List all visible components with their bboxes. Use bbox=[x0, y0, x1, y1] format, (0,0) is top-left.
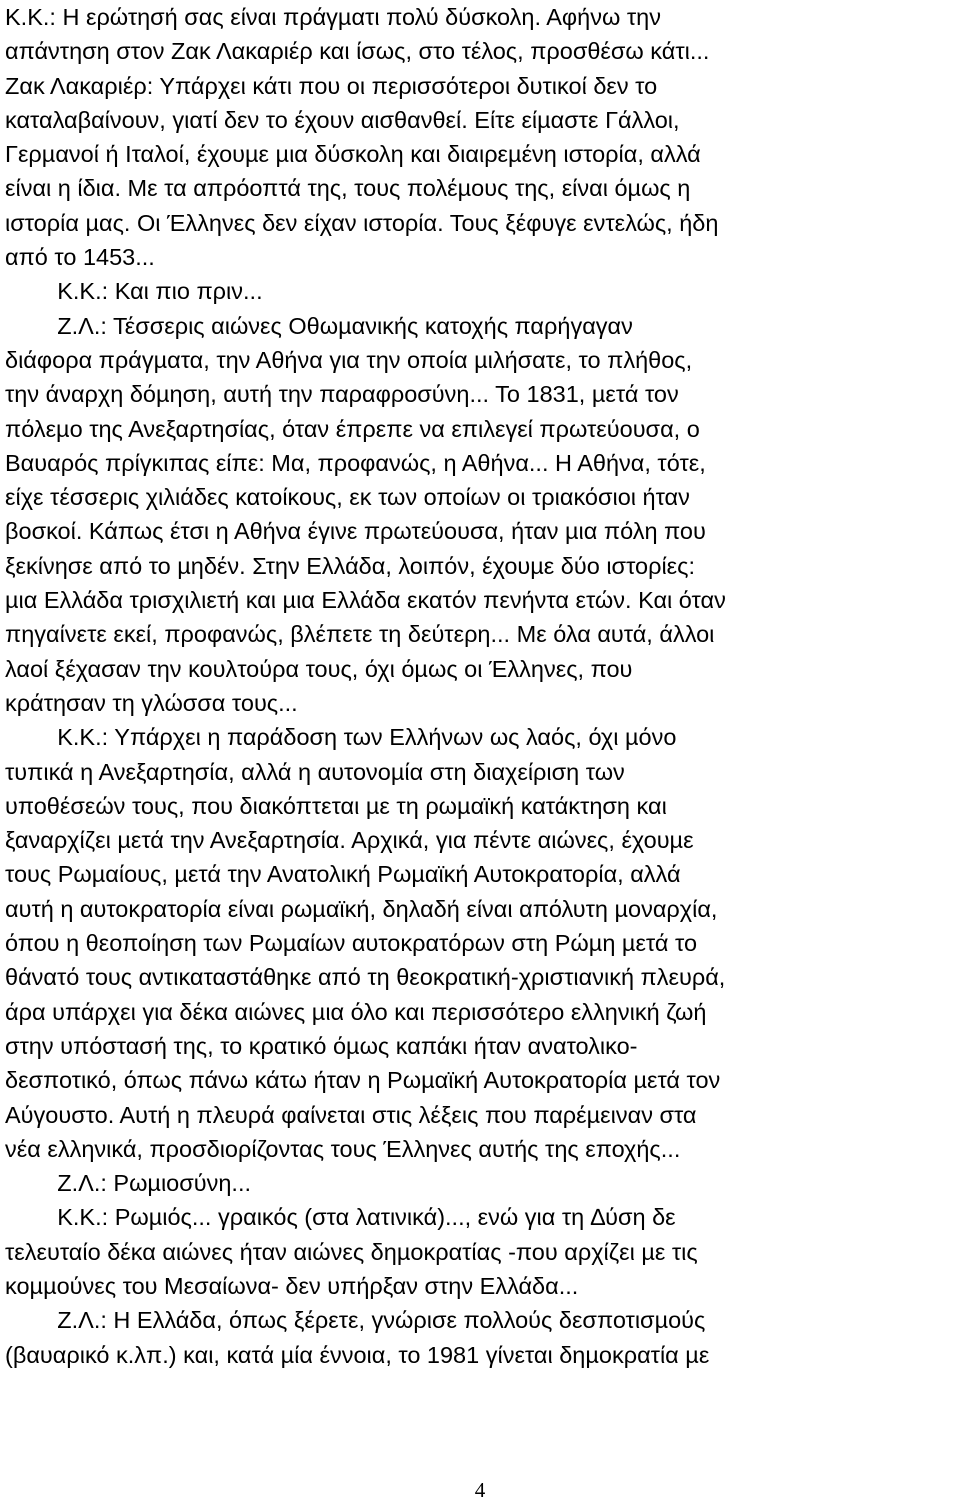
text-line: καταλαβαίνουν, γιατί δεν το έχουν αισθανθεί. Είτε είµαστε Γάλλοι, bbox=[5, 106, 680, 133]
text-line: είχε τέσσερις χιλιάδες κατοίκους, εκ των οποίων οι τριακόσιοι ήταν bbox=[5, 484, 690, 511]
text-line: (βαυαρικό κ.λπ.) και, κατά µία έννοια, το 1981 γίνεται δηµοκρατία µε bbox=[5, 1341, 710, 1368]
text-line: ιστορία µας. Οι Έλληνες δεν είχαν ιστορία. Τους ξέφυγε εντελώς, ήδη bbox=[5, 209, 719, 236]
text-line: τελευταίο δέκα αιώνες ήταν αιώνες δηµοκρατίας -που αρχίζει µε τις bbox=[5, 1238, 698, 1265]
text-line: Κ.Κ.: Υπάρχει η παράδοση των Ελλήνων ως λαός, όχι µόνο bbox=[5, 724, 677, 751]
text-line: µια Ελλάδα τρισχιλιετή και µια Ελλάδα εκατόν πενήντα ετών. Και όταν bbox=[5, 587, 726, 614]
text-line: Γερµανοί ή Ιταλοί, έχουµε µια δύσκολη και διαιρεµένη ιστορία, αλλά bbox=[5, 141, 701, 168]
text-line: πηγαίνετε εκεί, προφανώς, βλέπετε τη δεύτερη... Με όλα αυτά, άλλοι bbox=[5, 621, 715, 648]
text-line: τους Ρωµαίους, µετά την Ανατολική Ρωµαϊκή Αυτοκρατορία, αλλά bbox=[5, 861, 681, 888]
text-line: υποθέσεών τους, που διακόπτεται µε τη ρωµαϊκή κατάκτηση και bbox=[5, 792, 667, 819]
text-line: πόλεµο της Ανεξαρτησίας, όταν έπρεπε να επιλεγεί πρωτεύουσα, ο bbox=[5, 415, 700, 442]
text-line: κράτησαν τη γλώσσα τους... bbox=[5, 689, 298, 716]
text-line: δεσποτικό, όπως πάνω κάτω ήταν η Ρωµαϊκή Αυτοκρατορία µετά τον bbox=[5, 1067, 721, 1094]
text-line: Βαυαρός πρίγκιπας είπε: Μα, προφανώς, η Αθήνα... Η Αθήνα, τότε, bbox=[5, 449, 706, 476]
text-line: Κ.Κ.: Η ερώτησή σας είναι πράγµατι πολύ δύσκολη. Αφήνω την bbox=[5, 4, 661, 30]
text-line: λαοί ξέχασαν την κουλτούρα τους, όχι όµως οι Έλληνες, που bbox=[5, 655, 633, 682]
document-body bbox=[5, 0, 960, 1372]
text-line: άρα υπάρχει για δέκα αιώνες µια όλο και περισσότερο ελληνική ζωή bbox=[5, 998, 707, 1025]
text-line: νέα ελληνικά, προσδιορίζοντας τους Έλληνες αυτής της εποχής... bbox=[5, 1135, 681, 1162]
text-line: απάντηση στον Ζακ Λακαριέρ και ίσως, στο τέλος, προσθέσω κάτι... bbox=[5, 38, 710, 65]
text-line: Κ.Κ.: Και πιο πριν... bbox=[5, 278, 263, 305]
text-line: Κ.Κ.: Ρωµιός... γραικός (στα λατινικά)..., ενώ για τη ∆ύση δε bbox=[5, 1204, 676, 1231]
text-line: Ζ.Λ.: Η Ελλάδα, όπως ξέρετε, γνώρισε πολλούς δεσποτισµούς bbox=[5, 1307, 706, 1334]
text-line: Ζακ Λακαριέρ: Υπάρχει κάτι που οι περισσότεροι δυτικοί δεν το bbox=[5, 72, 658, 99]
text-line: από το 1453... bbox=[5, 244, 155, 271]
text-line: βοσκοί. Κάπως έτσι η Αθήνα έγινε πρωτεύουσα, ήταν µια πόλη που bbox=[5, 518, 706, 545]
text-line: Ζ.Λ.: Τέσσερις αιώνες Οθωµανικής κατοχής παρήγαγαν bbox=[5, 312, 633, 339]
text-line: κοµµούνες του Μεσαίωνα- δεν υπήρξαν στην Ελλάδα... bbox=[5, 1272, 579, 1299]
text-line: διάφορα πράγµατα, την Αθήνα για την οποία µιλήσατε, το πλήθος, bbox=[5, 346, 693, 373]
text-line: αυτή η αυτοκρατορία είναι ρωµαϊκή, δηλαδή είναι απόλυτη µοναρχία, bbox=[5, 895, 718, 922]
text-line: την άναρχη δόµηση, αυτή την παραφροσύνη... Το 1831, µετά τον bbox=[5, 381, 679, 408]
text-line: ξεκίνησε από το µηδέν. Στην Ελλάδα, λοιπόν, έχουµε δύο ιστορίες: bbox=[5, 552, 696, 579]
text-line: στην υπόστασή της, το κρατικό όµως καπάκι ήταν ανατολικο- bbox=[5, 1032, 638, 1059]
text-line: θάνατό τους αντικαταστάθηκε από τη θεοκρατική-χριστιανική πλευρά, bbox=[5, 964, 726, 991]
text-line: ξαναρχίζει µετά την Ανεξαρτησία. Αρχικά, για πέντε αιώνες, έχουµε bbox=[5, 827, 694, 854]
text-line: Αύγουστο. Αυτή η πλευρά φαίνεται στις λέξεις που παρέµειναν στα bbox=[5, 1101, 697, 1128]
text-line: Ζ.Λ.: Ρωµιοσύνη... bbox=[5, 1170, 252, 1197]
text-line: όπου η θεοποίηση των Ρωµαίων αυτοκρατόρων στη Ρώµη µετά το bbox=[5, 930, 698, 957]
text-line: είναι η ίδια. Με τα απρόοπτά της, τους πολέµους της, είναι όµως η bbox=[5, 175, 691, 202]
page-number: 4 bbox=[474, 1478, 486, 1502]
text-line: τυπικά η Ανεξαρτησία, αλλά η αυτονοµία στη διαχείριση των bbox=[5, 758, 625, 785]
